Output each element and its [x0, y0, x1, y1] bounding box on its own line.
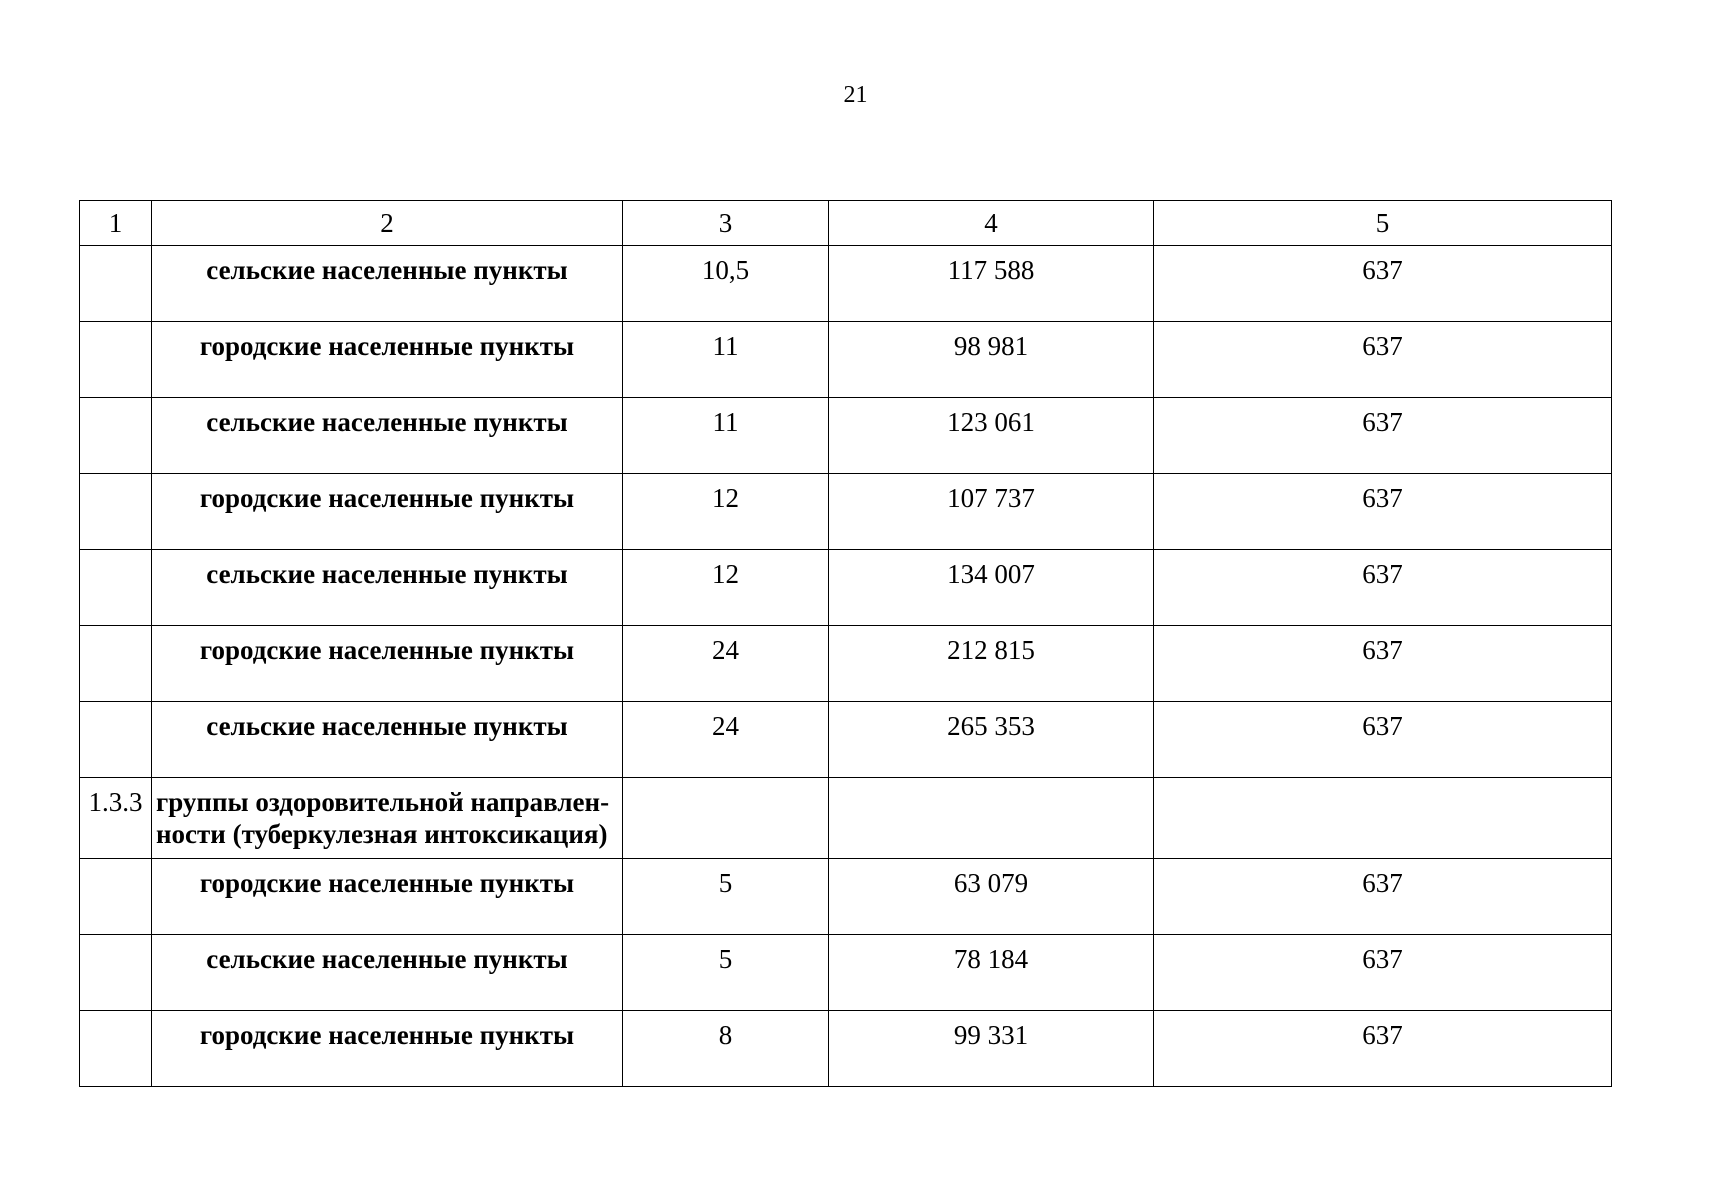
column-header-4: 4	[829, 201, 1154, 246]
table-row	[80, 322, 1612, 398]
table-row	[80, 246, 1612, 322]
row-col5: 637	[1154, 322, 1612, 398]
column-header-1: 1	[80, 201, 152, 246]
table-row	[80, 398, 1612, 474]
row-col4: 98 981	[829, 322, 1154, 398]
row-col5: 637	[1154, 935, 1612, 1011]
row-col5	[1154, 778, 1612, 859]
row-name: городские населенные пункты	[152, 626, 623, 702]
row-name: городские населенные пункты	[152, 1011, 623, 1087]
row-col3: 8	[623, 1011, 829, 1087]
row-col3: 24	[623, 626, 829, 702]
row-col3	[623, 778, 829, 859]
row-code	[80, 702, 152, 778]
row-code	[80, 1011, 152, 1087]
row-name: сельские населенные пункты	[152, 246, 623, 322]
row-col5: 637	[1154, 859, 1612, 935]
table-row	[80, 859, 1612, 935]
row-col5: 637	[1154, 246, 1612, 322]
row-col4: 78 184	[829, 935, 1154, 1011]
row-name: сельские населенные пункты	[152, 550, 623, 626]
row-col4: 134 007	[829, 550, 1154, 626]
row-col5: 637	[1154, 474, 1612, 550]
row-col4: 63 079	[829, 859, 1154, 935]
row-code	[80, 322, 152, 398]
row-col3: 24	[623, 702, 829, 778]
row-name: сельские населенные пункты	[152, 935, 623, 1011]
section-row	[80, 778, 1612, 859]
table-row	[80, 1011, 1612, 1087]
column-header-5: 5	[1154, 201, 1612, 246]
row-col4	[829, 778, 1154, 859]
row-col4: 265 353	[829, 702, 1154, 778]
row-name: городские населенные пункты	[152, 474, 623, 550]
section-code: 1.3.3	[80, 778, 152, 859]
row-col5: 637	[1154, 626, 1612, 702]
row-col4: 107 737	[829, 474, 1154, 550]
row-name: сельские населенные пункты	[152, 398, 623, 474]
column-header-2: 2	[152, 201, 623, 246]
row-code	[80, 626, 152, 702]
row-col4: 123 061	[829, 398, 1154, 474]
section-name: группы оздоровительной направлен-ности (туберкулезная интоксикация)	[152, 778, 623, 859]
row-code	[80, 859, 152, 935]
row-col5: 637	[1154, 702, 1612, 778]
row-code	[80, 398, 152, 474]
table-row	[80, 474, 1612, 550]
row-col3: 5	[623, 859, 829, 935]
row-code	[80, 935, 152, 1011]
row-col3: 10,5	[623, 246, 829, 322]
row-col4: 212 815	[829, 626, 1154, 702]
row-col5: 637	[1154, 398, 1612, 474]
column-header-3: 3	[623, 201, 829, 246]
table-row	[80, 702, 1612, 778]
tariff-table	[79, 200, 1612, 1087]
table-row	[80, 935, 1612, 1011]
row-col3: 12	[623, 474, 829, 550]
row-col3: 11	[623, 398, 829, 474]
row-code	[80, 550, 152, 626]
page-number: 21	[843, 82, 868, 108]
row-name: городские населенные пункты	[152, 322, 623, 398]
row-col5: 637	[1154, 1011, 1612, 1087]
row-col4: 117 588	[829, 246, 1154, 322]
row-name: городские населенные пункты	[152, 859, 623, 935]
row-col3: 5	[623, 935, 829, 1011]
table-row	[80, 626, 1612, 702]
row-col3: 11	[623, 322, 829, 398]
row-code	[80, 474, 152, 550]
row-col4: 99 331	[829, 1011, 1154, 1087]
table-header-row	[80, 201, 1612, 246]
row-col5: 637	[1154, 550, 1612, 626]
table-row	[80, 550, 1612, 626]
row-code	[80, 246, 152, 322]
row-name: сельские населенные пункты	[152, 702, 623, 778]
row-col3: 12	[623, 550, 829, 626]
